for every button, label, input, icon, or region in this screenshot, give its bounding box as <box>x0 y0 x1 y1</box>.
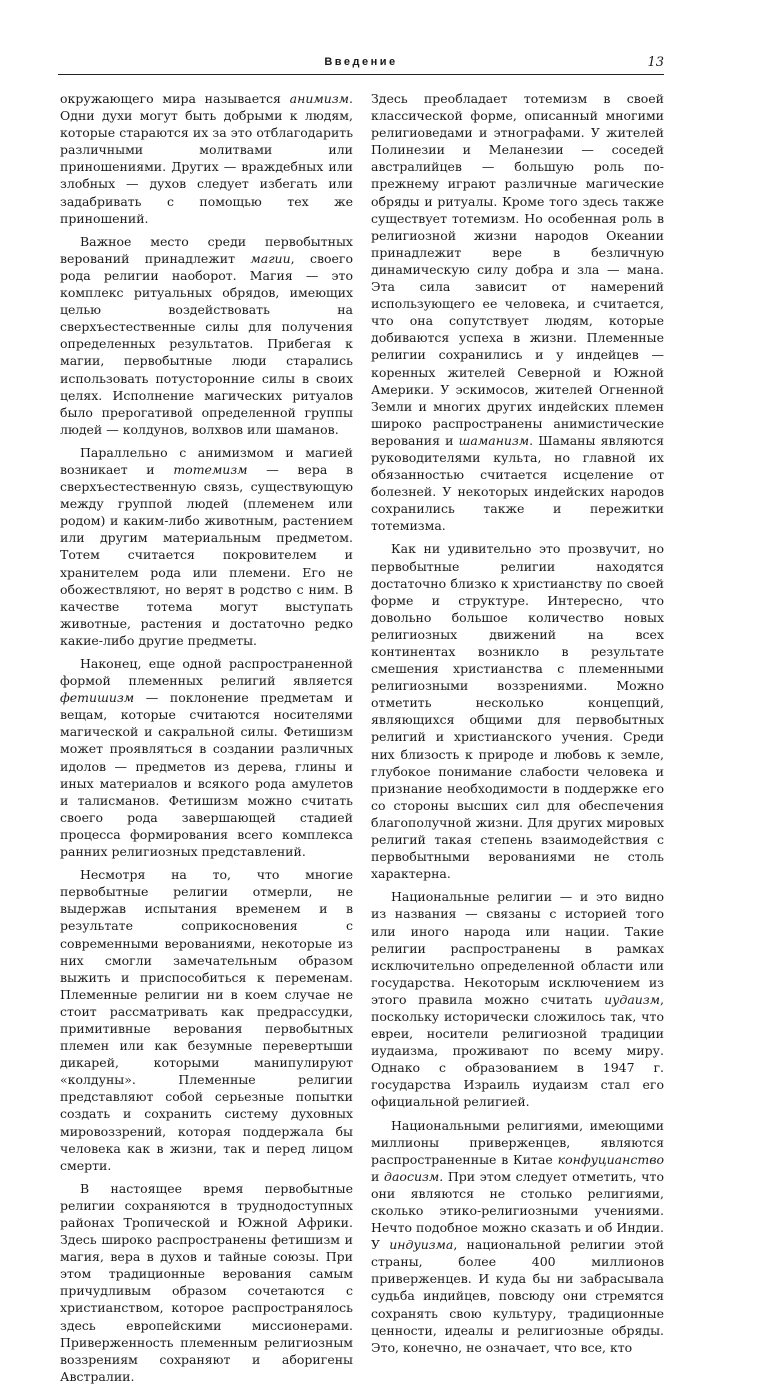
paragraph: Как ни удивительно это прозвучит, но первобытные религии находятся достаточно близко к христианству по своей форме и структуре. Интересно, что довольно большое количество новых религиозных движений на всех континентах возникло в результате смешения христианства с племенными религиозными воззрениями. Можно отметить несколько концепций, являющихся общими для первобытных религий и христианского учения. Среди них близость к природе и любовь к земле, глубокое понимание слабости человека и признание необходимости в поддержке его со стороны высших сил для обеспечения благополучной жизни. Для других мировых религий такая степень взаимодействия с первобытными верованиями не столь характерна. <box>371 541 664 882</box>
term-hinduism: индуизма <box>389 1237 454 1253</box>
paragraph: Параллельно с анимизмом и магией возникает и тотемизм — вера в сверхъестественную связь, существующую между группой людей (племенем или родом) и каким-либо животным, растением или другим материальным предметом. Тотем считается покровителем и хранителем рода или племени. Его не обожествляют, но верят в родство с ним. В качестве тотема могут выступать животные, растения и достаточно редко какие-либо другие предметы. <box>60 444 353 648</box>
term-shamanism: шаманизм <box>458 432 530 448</box>
paragraph: В настоящее время первобытные религии сохраняются в труднодоступных районах Тропической и Южной Африки. Здесь широко распространены фетишизм и магия, вера в духов и тайные союзы. При этом традиционные верования самым причудливым образом сочетаются с христианством, которое распространялось здесь европейскими миссионерами. Приверженность племенным религиозным воззрениям сохраняют и аборигены Австралии. <box>60 1180 353 1384</box>
term-confucianism: конфуцианство <box>557 1151 664 1167</box>
running-header <box>58 56 664 74</box>
left-column <box>60 90 353 1385</box>
right-column <box>371 90 664 1356</box>
chapter-title: Введение <box>324 56 398 68</box>
term-fetishism: фетишизм <box>60 690 135 706</box>
term-judaism: иудаизм <box>604 991 661 1007</box>
paragraph: Наконец, еще одной распространенной формой племенных религий является фетишизм — поклонение предметам и вещам, которые считаются носителями магической и сакральной силы. Фетишизм может проявляться в создании различных идолов — предметов из дерева, глины и иных материалов и всякого рода амулетов и талисманов. Фетишизм можно считать своего рода завершающей стадией процесса формирования всего комплекса ранних религиозных представлений. <box>60 656 353 860</box>
paragraph: Национальными религиями, имеющими миллионы приверженцев, являются распространенные в Китае конфуцианство и даосизм. При этом следует отметить, что они являются не столько религиями, сколько этико-религиозными учениями. Нечто подобное можно сказать и об Индии. У индуизма, национальной религии этой страны, более 400 миллионов приверженцев. И куда бы ни забрасывала судьба индийцев, повсюду они стремятся сохранять свою культуру, традиционные ценности, идеалы и религиозные обряды. Это, конечно, не означает, что все, кто <box>371 1117 664 1355</box>
term-taoism: даосизм <box>384 1168 440 1184</box>
term-animism: анимизм <box>289 91 350 106</box>
paragraph: Национальные религии — и это видно из названия — связаны с историей того или иного народа или нации. Такие религии распространены в рамках исключительно определенной области или государства. Некоторым исключением из этого правила можно считать иудаизм, поскольку исторически сложилось так, что евреи, носители религиозной традиции иудаизма, проживают по всему миру. Однако с образованием в 1947 г. государства Израиль иудаизм стал его официальной религией. <box>371 889 664 1110</box>
paragraph: Важное место среди первобытных верований принадлежит магии, своего рода религии наоборот. Магия — это комплекс ритуальных обрядов, имеющих целью воздействовать на сверхъестественные силы для получения определенных результатов. Прибегая к магии, первобытные люди старались использовать потусторонние силы в своих целях. Исполнение магических ритуалов было прерогативой определенной группы людей — колдунов, волхвов или шаманов. <box>60 233 354 437</box>
page-number: 13 <box>647 55 664 70</box>
paragraph: окружающего мира называется анимизм. Одни духи могут быть добрыми к людям, которые стараются их за это отблагодарить различными молитвами или приношениями. Других — враждебных или злобных — духов следует избегать или задабривать с помощью тех же приношений. <box>60 91 353 226</box>
term-totemism: тотемизм <box>173 461 248 477</box>
paragraph: Здесь преобладает тотемизм в своей классической форме, описанный многими религиоведами и этнографами. У жителей Полинезии и Меланезии — соседей австралийцев — большую роль по-прежнему играют различные магические обряды и ритуалы. Кроме того здесь также существует тотемизм. Но особенная роль в религиозной жизни народов Океании принадлежит вере в безличную динамическую силу добра и зла — мана. Эта сила зависит от намерений использующего ее человека, и считается, что она сопутствует людям, которые добиваются успеха в жизни. Племенные религии сохранились и у индейцев — коренных жителей Северной и Южной Америки. У эскимосов, жителей Огненной Земли и многих других индейских племен широко распространены анимистические верования и шаманизм. Шаманы являются руководителями культа, но главной их обязанностью считается исцеление от болезней. У некоторых индейских народов сохранились также и пережитки тотемизма. <box>371 91 665 534</box>
term-magic: магии <box>250 250 291 266</box>
header-rule <box>58 74 664 75</box>
paragraph: Несмотря на то, что многие первобытные религии отмерли, не выдержав испытания временем и в результате соприкосновения с современными верованиями, некоторые из них смогли замечательным образом выжить и приспособиться к переменам. Племенные религии ни в коем случае не стоит рассматривать как предрассудки, примитивные верования первобытных племен или как безумные перевертыши дикарей, которыми манипулируют «колдуны». Племенные религии представляют собой серьезные попытки создать и сохранить систему духовных мировоззрений, которая поддержала бы человека как в жизни, так и перед лицом смерти. <box>60 867 353 1173</box>
